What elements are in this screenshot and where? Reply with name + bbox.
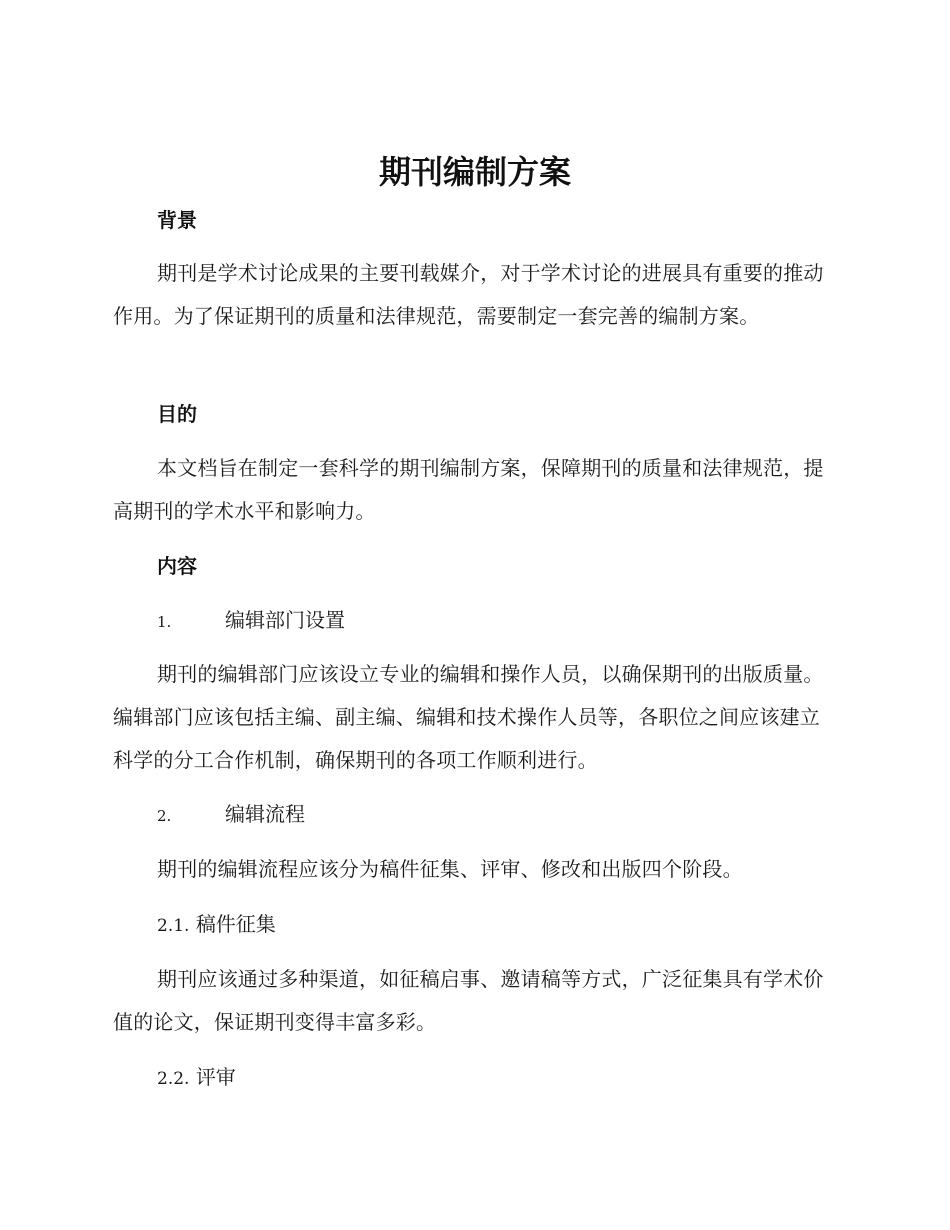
editorial-process-paragraph: 期刊的编辑流程应该分为稿件征集、评审、修改和出版四个阶段。: [157, 857, 743, 881]
editorial-department-paragraph: 期刊的编辑部门应该设立专业的编辑和操作人员，以确保期刊的出版质量。编辑部门应该包括主编、副主编、编辑和技术操作人员等，各职位之间应该建立科学的分工合作机制，确保期刊的各项工作顺利进行。: [113, 662, 824, 772]
purpose-paragraph: 本文档旨在制定一套科学的期刊编制方案，保障期刊的质量和法律规范，提高期刊的学术水平和影响力。: [113, 456, 824, 523]
list-item-editorial-process: [157, 800, 305, 830]
subitem-title: 评审: [195, 1065, 236, 1089]
background-paragraph: 期刊是学术讨论成果的主要刊载媒介，对于学术讨论的进展具有重要的推动作用。为了保证期刊的质量和法律规范，需要制定一套完善的编制方案。: [113, 261, 824, 328]
manuscript-collection-paragraph: 期刊应该通过多种渠道，如征稿启事、邀请稿等方式，广泛征集具有学术价值的论文，保证期刊变得丰富多彩。: [113, 967, 824, 1034]
background-heading: 背景: [157, 208, 197, 232]
subitem-number: 2.1.: [157, 916, 190, 936]
subitem-title: 稿件征集: [195, 912, 276, 936]
purpose-heading: 目的: [157, 402, 197, 426]
list-item-number: 2.: [157, 807, 172, 825]
subitem-manuscript-collection: [157, 910, 276, 940]
content-heading: 内容: [157, 554, 197, 578]
list-item-number: 1.: [157, 613, 172, 631]
subitem-review: [157, 1063, 236, 1093]
list-item-editorial-department: [157, 606, 345, 636]
subitem-number: 2.2.: [157, 1069, 190, 1089]
list-item-title: 编辑部门设置: [225, 608, 345, 632]
document-title: 期刊编制方案: [378, 153, 571, 191]
list-item-title: 编辑流程: [225, 802, 305, 826]
